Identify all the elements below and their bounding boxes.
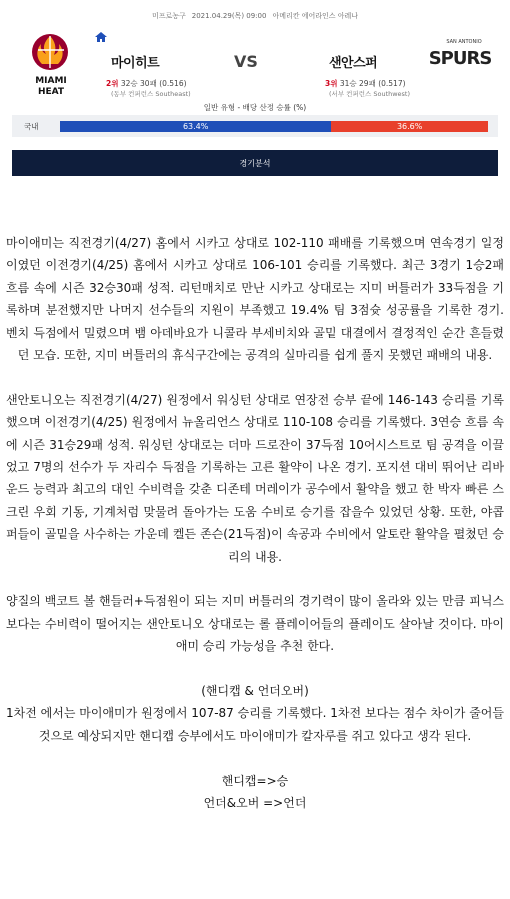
away-team-name: 샌안스퍼 <box>329 56 378 71</box>
paragraph-prediction: 양질의 백코트 볼 핸들러+득점원이 되는 지미 버틀러의 경기력이 많이 올라와 있는 만큼 피닉스 보다는 수비력이 떨어지는 샌안토니오 상대로는 롤 플레이어들의 플레이도 살아날 것이다. 마이애미 승리 가능성을 추천 한다. <box>6 594 504 654</box>
win-probability-row <box>12 115 498 137</box>
away-record-text: 31승 29패 (0.517) <box>339 79 406 88</box>
logo-text-bottom: HEAT <box>37 87 65 97</box>
home-rank: 2위 <box>106 79 119 88</box>
match-info <box>12 8 498 24</box>
stat-row-label: 국내 <box>24 122 39 131</box>
win-probability-bar <box>60 121 488 132</box>
vs-label: VS <box>234 52 258 71</box>
analysis-label: 경기분석 <box>239 158 271 168</box>
away-pct-bar <box>331 121 488 132</box>
spurs-logo-top: SAN ANTONIO <box>446 39 482 45</box>
spurs-logo <box>416 34 498 78</box>
home-record-text: 32승 30패 (0.516) <box>120 79 187 88</box>
home-conference: (동부 컨퍼런스 Southeast) <box>111 90 191 98</box>
pick-handicap: 핸디캡=>승 <box>221 773 289 788</box>
home-team-name: 마이히트 <box>111 56 160 71</box>
paragraph-home: 마이애미는 직전경기(4/27) 홈에서 시카고 상대로 102-110 패배를 기록했으며 연속경기 일정 이였던 이전경기(4/25) 홈에서 시카고 상대로 106-101 승리를 기록했다. 최근 3경기 1승2패 흐름 속에 시즌 32승30패 성적. 리턴매치로 만난 시카고 상대로는 지미 버틀러가 33득점을 기록하며 분전했지만 나머지 선수들의 지원이 부족했고 19.4% 팀 3점슛 성공률을 기록한 경기. 벤치 득점에서 밀렸으며 뱀 아데바요가 니콜라 부세비치와 골밑 대결에서 결정적인 순간 흔들렸던 모습. 또한, 지미 버틀러의 휴식구간에는 공격의 실마리를 쉽게 풀지 못했던 패배의 내용. <box>6 236 504 363</box>
miami-heat-logo <box>12 28 90 100</box>
handicap-title: (핸디캡 & 언더오버) <box>201 684 309 699</box>
venue-label: 아메리칸 에어라인스 아레나 <box>272 12 359 20</box>
home-icon <box>94 30 108 44</box>
league-label: 미프로농구 <box>151 12 186 20</box>
home-record <box>106 78 187 89</box>
away-pct-label: 36.6% <box>396 122 423 131</box>
match-card <box>12 8 498 176</box>
home-pct-label: 63.4% <box>182 122 209 131</box>
stats-title: 일반 유형 - 배당 산정 승률 (%) <box>203 103 307 112</box>
away-record <box>325 78 406 89</box>
match-datetime: 2021.04.29(목) 09:00 <box>191 12 267 20</box>
pick-over-under: 언더&오버 =>언더 <box>203 796 307 811</box>
home-pct-bar <box>60 121 331 132</box>
away-rank: 3위 <box>325 79 338 88</box>
paragraph-handicap: 1차전 에서는 마이애미가 원정에서 107-87 승리를 기록했다. 1차전 보다는 점수 차이가 줄어들 것으로 예상되지만 핸디캡 승부에서도 마이애미가 칼자루를 쥐고 있다고 생각 된다. <box>6 706 504 743</box>
away-conference: (서부 컨퍼런스 Southwest) <box>329 90 411 98</box>
paragraph-away: 샌안토니오는 직전경기(4/27) 원정에서 워싱턴 상대로 연장전 승부 끝에 146-143 승리를 기록했으며 이전경기(4/25) 원정에서 뉴올리언스 상대로 110-108 승리를 기록했다. 3연승 흐름 속에 시즌 31승29패 성적. 워싱턴 상대로는 더마 드로잔이 37득점 10어시스트로 팀 공격을 이끌었고 7명의 선수가 두 자리수 득점을 기록하는 고른 활약이 나온 경기. 포지션 대비 뛰어난 리바운드 능력과 최고의 대인 수비력을 갖춘 디존테 머레이가 공수에서 활약을 했고 한 박자 빠른 스크린 우회 기동, 기계처럼 맞물려 돌아가는 도움 수비로 승기를 잡을수 있었던 상황. 또한, 야콥 퍼들이 골밑을 사수하는 가운데 켈든 존슨(21득점)이 속공과 수비에서 알토란 활약을 펼쳤던 승리의 내용. <box>6 392 504 564</box>
logo-text-top: MIAMI <box>35 76 67 86</box>
analysis-header <box>12 150 498 176</box>
spurs-logo-bottom: SPURS <box>428 48 492 69</box>
analysis-article <box>6 232 504 815</box>
